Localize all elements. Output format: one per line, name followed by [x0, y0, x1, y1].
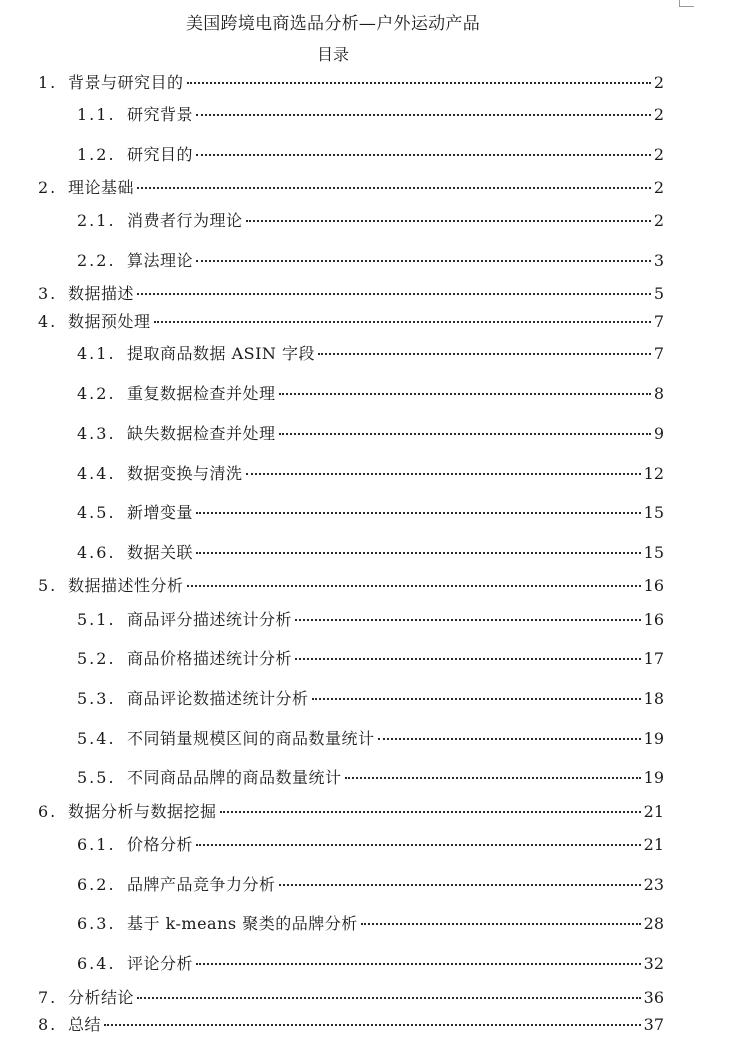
- toc-leader: [196, 260, 651, 262]
- toc-entry-5-1[interactable]: [77, 610, 664, 630]
- toc-entry-5-5[interactable]: [77, 768, 664, 788]
- toc-number: 4.3.: [77, 424, 116, 443]
- toc-number: 6.2.: [77, 875, 116, 894]
- toc-leader: [137, 187, 651, 189]
- toc-leader: [196, 512, 641, 514]
- toc-page-number: 28: [643, 914, 664, 933]
- toc-title: 基于 k-means 聚类的品牌分析: [127, 914, 358, 933]
- toc-page-number: 16: [643, 610, 664, 629]
- toc-title: 背景与研究目的: [68, 73, 184, 92]
- toc-page-number: 2: [653, 73, 664, 92]
- toc-page-number: 21: [643, 835, 664, 854]
- toc-title: 数据描述性分析: [68, 576, 184, 595]
- toc-entry-1[interactable]: [38, 73, 664, 93]
- toc-title: 不同商品品牌的商品数量统计: [127, 768, 342, 787]
- toc-title: 不同销量规模区间的商品数量统计: [127, 729, 375, 748]
- toc-page-number: 2: [653, 178, 664, 197]
- toc-leader: [187, 585, 641, 587]
- toc-page-number: 7: [653, 344, 664, 363]
- toc-entry-2[interactable]: [38, 178, 664, 198]
- toc-entry-1-1[interactable]: [77, 105, 664, 125]
- toc-leader: [154, 321, 651, 323]
- document-title: 美国跨境电商选品分析—户外运动产品: [185, 14, 481, 34]
- toc-leader: [196, 552, 641, 554]
- toc-entry-4-2[interactable]: [77, 384, 664, 404]
- toc-page-number: 15: [643, 543, 664, 562]
- toc-entry-4-6[interactable]: [77, 543, 664, 563]
- toc-page-number: 5: [653, 284, 664, 303]
- toc-page-number: 37: [643, 1015, 664, 1034]
- toc-entry-7[interactable]: [38, 988, 664, 1008]
- toc-leader: [196, 154, 651, 156]
- toc-number: 5.2.: [77, 649, 116, 668]
- toc-leader: [220, 811, 641, 813]
- toc-page-number: 16: [643, 576, 664, 595]
- toc-entry-3[interactable]: [38, 284, 664, 304]
- toc-number: 8.: [38, 1015, 58, 1034]
- toc-number: 1.2.: [77, 145, 116, 164]
- toc-leader: [196, 844, 641, 846]
- toc-title: 数据预处理: [68, 312, 151, 331]
- toc-number: 4.6.: [77, 543, 116, 562]
- toc-number: 5.4.: [77, 729, 116, 748]
- toc-title: 重复数据检查并处理: [127, 384, 276, 403]
- toc-number: 4.: [38, 312, 58, 331]
- toc-leader: [137, 997, 641, 999]
- toc-title: 数据分析与数据挖掘: [68, 802, 217, 821]
- toc-entry-2-1[interactable]: [77, 211, 664, 231]
- toc-leader: [187, 82, 651, 84]
- toc-entry-4[interactable]: [38, 312, 664, 332]
- toc-title: 商品价格描述统计分析: [127, 649, 293, 668]
- toc-title: 缺失数据检查并处理: [127, 424, 276, 443]
- toc-number: 3.: [38, 284, 58, 303]
- toc-entry-5-2[interactable]: [77, 649, 664, 669]
- toc-entry-1-2[interactable]: [77, 145, 664, 165]
- toc-leader: [196, 114, 651, 116]
- toc-title: 评论分析: [127, 954, 194, 973]
- toc-leader: [312, 698, 641, 700]
- toc-page-number: 19: [643, 729, 664, 748]
- toc-title: 分析结论: [68, 988, 135, 1007]
- toc-leader: [104, 1024, 641, 1026]
- toc-page-number: 19: [643, 768, 664, 787]
- toc-entry-5-3[interactable]: [77, 689, 664, 709]
- toc-number: 2.2.: [77, 251, 116, 270]
- toc-number: 4.4.: [77, 464, 116, 483]
- toc-leader: [345, 777, 641, 779]
- toc-leader: [361, 923, 641, 925]
- toc-number: 5.5.: [77, 768, 116, 787]
- toc-page-number: 15: [643, 503, 664, 522]
- toc-leader: [378, 738, 641, 740]
- toc-title: 新增变量: [127, 503, 194, 522]
- toc-entry-6-4[interactable]: [77, 954, 664, 974]
- toc-entry-4-1[interactable]: [77, 344, 664, 364]
- toc-number: 5.: [38, 576, 58, 595]
- toc-leader: [196, 963, 641, 965]
- toc-page-number: 3: [653, 251, 664, 270]
- toc-number: 4.5.: [77, 503, 116, 522]
- toc-entry-6[interactable]: [38, 802, 664, 822]
- toc-entry-5[interactable]: [38, 576, 664, 596]
- toc-leader: [318, 353, 651, 355]
- toc-number: 4.1.: [77, 344, 116, 363]
- toc-title: 总结: [68, 1015, 102, 1034]
- toc-entry-4-5[interactable]: [77, 503, 664, 523]
- toc-number: 5.1.: [77, 610, 116, 629]
- toc-title: 算法理论: [127, 251, 194, 270]
- toc-page-number: 32: [643, 954, 664, 973]
- toc-leader: [279, 393, 651, 395]
- toc-entry-2-2[interactable]: [77, 251, 664, 271]
- toc-page-number: 23: [643, 875, 664, 894]
- toc-number: 7.: [38, 988, 58, 1007]
- toc-title: 理论基础: [68, 178, 135, 197]
- toc-title: 消费者行为理论: [127, 211, 243, 230]
- toc-number: 2.: [38, 178, 58, 197]
- toc-page-number: 21: [643, 802, 664, 821]
- toc-number: 4.2.: [77, 384, 116, 403]
- toc-number: 2.1.: [77, 211, 116, 230]
- toc-number: 6.1.: [77, 835, 116, 854]
- toc-title: 价格分析: [127, 835, 194, 854]
- toc-number: 1.: [38, 73, 58, 92]
- toc-leader: [295, 619, 641, 621]
- toc-leader: [246, 220, 651, 222]
- toc-heading: 目录: [316, 45, 349, 64]
- toc-title: 商品评论数描述统计分析: [127, 689, 309, 708]
- toc-leader: [279, 884, 641, 886]
- toc-entry-8[interactable]: [38, 1015, 664, 1035]
- toc-page-number: 9: [653, 424, 664, 443]
- toc-title: 商品评分描述统计分析: [127, 610, 293, 629]
- toc-leader: [246, 473, 641, 475]
- toc-number: 1.1.: [77, 105, 116, 124]
- toc-page-number: 2: [653, 211, 664, 230]
- toc-title: 数据变换与清洗: [127, 464, 243, 483]
- toc-number: 6.3.: [77, 914, 116, 933]
- toc-page-number: 12: [643, 464, 664, 483]
- toc-leader: [137, 293, 651, 295]
- toc-page-number: 2: [653, 105, 664, 124]
- toc-title: 研究背景: [127, 105, 194, 124]
- toc-entry-6-3[interactable]: [77, 914, 664, 934]
- toc-title: 品牌产品竞争力分析: [127, 875, 276, 894]
- toc-number: 6.4.: [77, 954, 116, 973]
- toc-page-number: 8: [653, 384, 664, 403]
- toc-number: 6.: [38, 802, 58, 821]
- toc-entry-4-3[interactable]: [77, 424, 664, 444]
- toc-entry-6-2[interactable]: [77, 875, 664, 895]
- toc-entry-5-4[interactable]: [77, 729, 664, 749]
- toc-entry-4-4[interactable]: [77, 464, 664, 484]
- toc-entry-6-1[interactable]: [77, 835, 664, 855]
- toc-title: 数据描述: [68, 284, 135, 303]
- toc-leader: [279, 433, 651, 435]
- toc-leader: [295, 658, 641, 660]
- toc-page-number: 18: [643, 689, 664, 708]
- toc-title: 数据关联: [127, 543, 194, 562]
- toc-page-number: 17: [643, 649, 664, 668]
- toc-page-number: 7: [653, 312, 664, 331]
- toc-title: 研究目的: [127, 145, 194, 164]
- toc-title: 提取商品数据 ASIN 字段: [127, 344, 316, 363]
- page-corner-mark: [679, 0, 694, 7]
- toc-page-number: 36: [643, 988, 664, 1007]
- toc-page-number: 2: [653, 145, 664, 164]
- toc-number: 5.3.: [77, 689, 116, 708]
